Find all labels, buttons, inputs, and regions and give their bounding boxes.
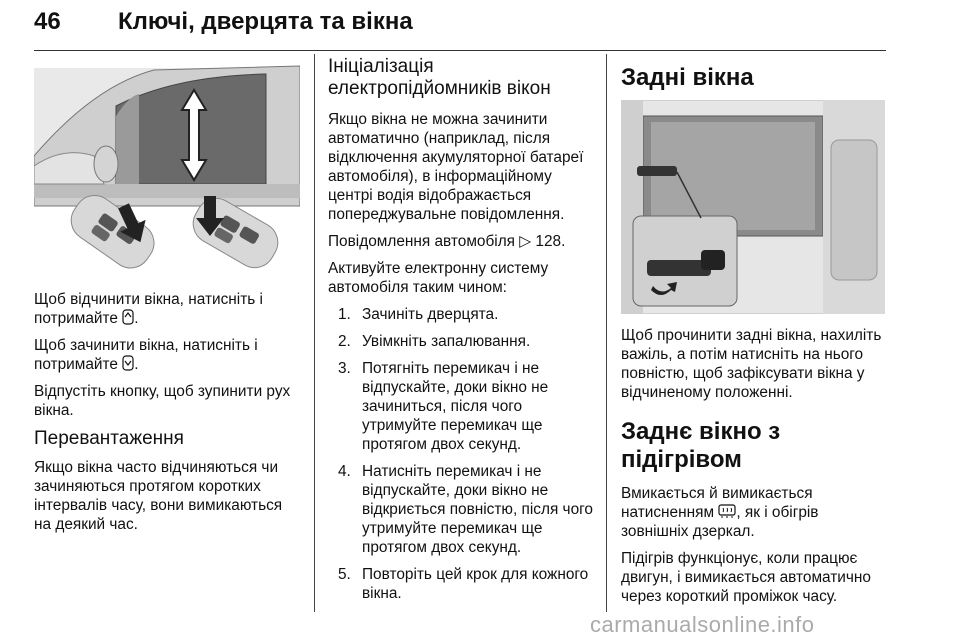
column-middle [328, 56, 594, 611]
overload-text: Якщо вікна часто відчиняються чи зачиняються протягом коротких інтервалів часу, вони вимикаються на деякий час. [34, 459, 283, 533]
page-reference-icon: ▷ [519, 233, 532, 250]
release-button-instruction: Відпустіть кнопку, щоб зупинити рух вікна. [34, 383, 291, 419]
step-item: 4. Натисніть перемикач і не відпускайте, доки вікно не відкриється повністю, після чого утримуйте перемикач ще протягом двох секунд. [338, 463, 593, 556]
column-right [621, 56, 887, 614]
open-window-instruction: Щоб відчинити вікна, натисніть і потримайте . [34, 291, 263, 327]
window-close-button-icon [122, 355, 134, 371]
step-item: 1. Зачиніть дверцята. [338, 306, 499, 323]
close-window-instruction: Щоб зачинити вікна, натисніть і потримайте . [34, 337, 258, 373]
rear-defrost-icon [718, 503, 736, 519]
column-left [34, 56, 300, 542]
step-item: 5. Повторіть цей крок для кожного вікна. [338, 566, 589, 602]
vehicle-message-reference: Повідомлення автомобіля ▷ 128. [328, 233, 566, 250]
rear-windows-heading: Задні вікна [621, 64, 754, 91]
page-number: 46 [34, 8, 61, 35]
rear-window-text: Щоб прочинити задні вікна, нахиліть важіль, а потім натисніть на нього повністю, щоб зафіксувати вікна у відчиненому положенні. [621, 327, 882, 401]
header-divider [34, 50, 886, 51]
activate-text: Активуйте електронну систему автомобіля таким чином: [328, 260, 549, 296]
window-open-button-icon [122, 309, 134, 325]
heated-window-toggle-text: Вмикається й вимикається натисненням , як і обігрів зовнішніх дзеркал. [621, 485, 819, 540]
column-divider-2 [606, 54, 607, 612]
watermark: carmanualsonline.info [590, 612, 815, 637]
step-item: 3. Потягніть перемикач і не відпускайте, доки вікно не зачиниться, після чого утримуйте перемикач ще протягом двох секунд. [338, 360, 549, 453]
rear-window-illustration [621, 100, 885, 314]
page-title: Ключі, дверцята та вікна [118, 8, 413, 35]
step-item: 2. Увімкніть запалювання. [338, 333, 531, 350]
initialization-heading: Ініціалізація електропідйомників вікон [328, 56, 551, 99]
heated-rear-window-heading: Заднє вікно з підігрівом [621, 418, 781, 473]
page-header [34, 2, 886, 42]
initialization-intro: Якщо вікна не можна зачинити автоматично (наприклад, після відключення акумуляторної батареї автомобіля), в інформаційному центрі водія відображається попереджувальне повідомлення. [328, 111, 584, 223]
window-switch-illustration [34, 56, 300, 282]
column-divider-1 [314, 54, 315, 612]
initialization-steps [328, 305, 594, 603]
heated-window-operation-text: Підігрів функціонує, коли працює двигун, і вимикається автоматично через короткий проміжок часу. [621, 550, 871, 605]
overload-heading: Перевантаження [34, 428, 184, 449]
